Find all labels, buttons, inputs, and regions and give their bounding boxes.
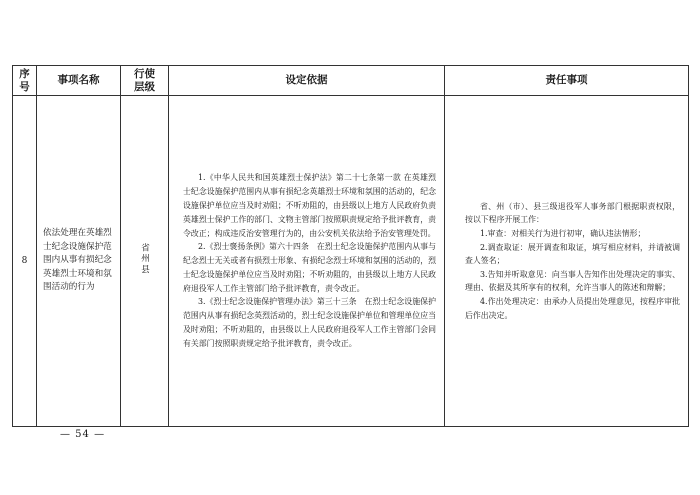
header-num: 序号 (13, 66, 37, 96)
responsibility-table (12, 65, 689, 427)
header-responsibility: 责任事项 (445, 66, 689, 96)
table-row (13, 96, 689, 427)
exercise-level: 省州县 (139, 243, 150, 275)
basis-clause-1: 1.《中华人民共和国英雄烈士保护法》第二十七条第一款 在英雄烈士纪念设施保护范围内从事有损纪念英雄烈士环境和氛围的活动的，纪念设施保护单位应当及时劝阻；不听劝阻的，由县级以上地方人民政府负责英雄烈士保护工作的部门、文物主管部门按照职责规定给予批评教育，责令改正；构成违反治安管理行为的，由公安机关依法给予治安管理处罚。 (183, 173, 436, 238)
responsibility-step-2: 2.调查取证：展开调查和取证，填写相应材料，并请被调查人签名； (465, 242, 680, 266)
legal-basis-cell (169, 96, 445, 427)
responsibility-cell (445, 96, 689, 427)
basis-clause-2: 2.《烈士褒扬条例》第六十四条 在烈士纪念设施保护范围内从事与纪念烈士无关或者有损烈士形象、有损纪念烈士环境和氛围的活动的，烈士纪念设施保护单位应当及时劝阻；不听劝阻的，由县级以上地方人民政府退役军人工作主管部门给予批评教育，责令改正。 (183, 242, 436, 293)
page-number: — 54 — (60, 429, 106, 440)
header-basis: 设定依据 (169, 66, 445, 96)
responsibility-step-3: 3.告知并听取意见：向当事人告知作出处理决定的事实、理由、依据及其所享有的权利，允许当事人的陈述和辩解； (465, 269, 680, 293)
row-number: 8 (13, 96, 37, 427)
responsibility-intro: 省、州（市）、县三级退役军人事务部门根据职责权限，按以下程序开展工作： (465, 201, 680, 225)
item-name: 依法处理在英雄烈士纪念设施保护范围内从事有损纪念英雄烈士环境和氛围活动的行为 (37, 96, 121, 427)
header-name: 事项名称 (37, 66, 121, 96)
basis-clause-3: 3.《烈士纪念设施保护管理办法》第三十三条 在烈士纪念设施保护范围内从事有损纪念英烈活动的，烈士纪念设施保护单位和管理单位应当及时劝阻；不听劝阻的，由县级以上人民政府退役军人工作主管部门会同有关部门按照职责规定给予批评教育，责令改正。 (183, 297, 436, 348)
level-cell (121, 96, 169, 427)
header-level: 行使层级 (121, 66, 169, 96)
table-header-row (13, 66, 689, 96)
responsibility-step-1: 1.审查：对相关行为进行初审，确认违法情形； (480, 229, 646, 239)
responsibility-step-4: 4.作出处理决定：由承办人员提出处理意见，按程序审批后作出决定。 (465, 296, 680, 320)
